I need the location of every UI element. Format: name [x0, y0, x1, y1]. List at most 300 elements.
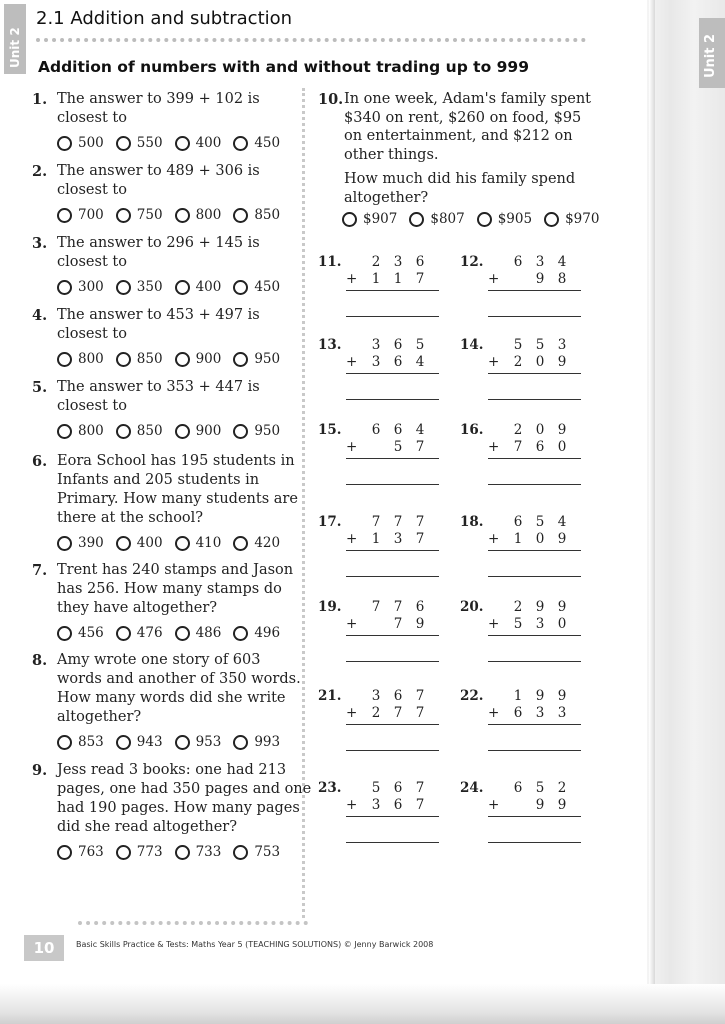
plus-sign: +: [488, 531, 500, 547]
answer-option-label: 850: [136, 351, 163, 367]
plus-sign: +: [346, 797, 358, 813]
radio-bubble-icon[interactable]: [116, 208, 131, 223]
question-text-line: Jess read 3 books: one had 213: [57, 762, 287, 778]
problem-number: 18.: [460, 514, 484, 530]
radio-bubble-icon[interactable]: [233, 735, 248, 750]
answer-option[interactable]: [57, 135, 104, 151]
question-text-line: they have altogether?: [57, 600, 218, 616]
answer-line[interactable]: [346, 316, 439, 317]
answer-option-label: 400: [195, 279, 222, 295]
digit: 3: [371, 337, 381, 353]
answer-option-label: $907: [363, 211, 398, 227]
question-text-line: closest to: [57, 254, 127, 270]
unit-tab-label: Unit 2: [8, 27, 22, 68]
answer-line[interactable]: [346, 576, 439, 577]
radio-bubble-icon[interactable]: [116, 424, 131, 439]
digit: 7: [513, 439, 523, 455]
digit: 5: [513, 337, 523, 353]
radio-bubble-icon[interactable]: [57, 536, 72, 551]
answer-option-label: 450: [254, 135, 281, 151]
digit: 5: [513, 616, 523, 632]
footer-text: Basic Skills Practice & Tests: Maths Year 5 (TEACHING SOLUTIONS) © Jenny Barwick 2008: [76, 940, 434, 949]
answer-option-label: 420: [254, 535, 281, 551]
question-text-line: did she read altogether?: [57, 819, 237, 835]
problem-number: 12.: [460, 254, 484, 270]
question-number: 9.: [32, 762, 48, 779]
digit: 5: [415, 337, 425, 353]
top-number: [346, 599, 425, 617]
problem-number: 17.: [318, 514, 342, 530]
answer-option[interactable]: [116, 207, 163, 223]
answer-option[interactable]: [233, 734, 280, 750]
answer-option[interactable]: [175, 135, 222, 151]
answer-option-label: 853: [78, 734, 104, 750]
radio-bubble-icon[interactable]: [116, 280, 131, 295]
top-number: [346, 422, 425, 440]
radio-bubble-icon[interactable]: [175, 536, 190, 551]
digit: 7: [393, 705, 403, 721]
digit: 9: [557, 797, 567, 813]
radio-bubble-icon[interactable]: [116, 352, 131, 367]
digit: 7: [393, 616, 403, 632]
digit: 0: [535, 422, 545, 438]
problem-number: 24.: [460, 780, 484, 796]
digit: 4: [415, 422, 425, 438]
bottom-number: [346, 705, 425, 723]
addition-problem: [460, 599, 567, 679]
radio-bubble-icon[interactable]: [57, 280, 72, 295]
radio-bubble-icon[interactable]: [233, 536, 248, 551]
answer-option[interactable]: [116, 135, 163, 151]
bottom-number: [488, 531, 567, 549]
top-number: [488, 780, 567, 798]
answer-options: [57, 135, 292, 151]
answer-option-label: 800: [195, 207, 222, 223]
page-title: 2.1 Addition and subtraction: [36, 8, 293, 29]
addition-problem: [318, 254, 425, 334]
question-text-line: closest to: [57, 326, 127, 342]
sum-line: [346, 724, 439, 725]
answer-line[interactable]: [488, 842, 581, 843]
top-number: [346, 514, 425, 532]
answer-option-label: 773: [136, 844, 163, 860]
answer-option[interactable]: [233, 207, 280, 223]
digit: 3: [371, 688, 381, 704]
answer-option[interactable]: [116, 844, 163, 860]
radio-bubble-icon[interactable]: [57, 208, 72, 223]
answer-option-label: 410: [195, 535, 222, 551]
question-text-line: altogether?: [344, 189, 429, 206]
plus-sign: +: [488, 271, 500, 287]
addition-problem: [318, 337, 425, 417]
top-number: [488, 337, 567, 355]
bottom-number: [346, 354, 425, 372]
digit: 0: [557, 616, 567, 632]
page-number: 10: [24, 935, 64, 961]
answer-line[interactable]: [488, 484, 581, 485]
radio-bubble-icon[interactable]: [233, 845, 248, 860]
answer-option[interactable]: [175, 423, 222, 439]
radio-bubble-icon[interactable]: [175, 424, 190, 439]
addition-problem: [460, 514, 567, 594]
answer-line[interactable]: [488, 661, 581, 662]
answer-option[interactable]: [57, 734, 104, 750]
unit-tab: [4, 4, 26, 74]
digit: 6: [535, 439, 545, 455]
answer-options: [342, 211, 611, 227]
problem-number: 11.: [318, 254, 342, 270]
answer-option-label: 900: [195, 351, 222, 367]
sum-line: [488, 635, 581, 636]
answer-option[interactable]: [116, 279, 163, 295]
radio-bubble-icon[interactable]: [175, 735, 190, 750]
answer-option-label: 993: [254, 734, 281, 750]
sum-line: [488, 724, 581, 725]
answer-option-label: 700: [78, 207, 104, 223]
plus-sign: +: [488, 797, 500, 813]
question-text-line: altogether?: [57, 709, 142, 725]
answer-option[interactable]: [116, 351, 163, 367]
digit: 2: [513, 422, 523, 438]
digit: 7: [393, 514, 403, 530]
plus-sign: +: [488, 705, 500, 721]
top-number: [488, 422, 567, 440]
radio-bubble-icon[interactable]: [233, 280, 248, 295]
digit: 6: [393, 688, 403, 704]
question-text-line: Eora School has 195 students in: [57, 453, 295, 469]
radio-bubble-icon[interactable]: [233, 424, 248, 439]
digit: 9: [535, 688, 545, 704]
radio-bubble-icon[interactable]: [544, 212, 559, 227]
question-text-line: on entertainment, and $212 on: [344, 128, 573, 144]
answer-option[interactable]: [233, 844, 280, 860]
question-number: 10.: [318, 91, 344, 108]
page-fold-shadow: [649, 0, 655, 1024]
bottom-number: [488, 354, 567, 372]
digit: 3: [557, 337, 567, 353]
digit: 4: [557, 514, 567, 530]
digit: 7: [371, 514, 381, 530]
problem-number: 13.: [318, 337, 342, 353]
radio-bubble-icon[interactable]: [116, 626, 131, 641]
digit: 6: [513, 254, 523, 270]
answer-option[interactable]: [409, 211, 464, 227]
radio-bubble-icon[interactable]: [233, 352, 248, 367]
answer-options: [57, 207, 292, 223]
bottom-number: [346, 439, 425, 457]
answer-option[interactable]: [175, 207, 222, 223]
answer-option[interactable]: [544, 211, 599, 227]
radio-bubble-icon[interactable]: [175, 352, 190, 367]
question-text-line: How many words did she write: [57, 690, 286, 706]
digit: 5: [535, 780, 545, 796]
digit: 9: [557, 354, 567, 370]
plus-sign: +: [488, 616, 500, 632]
question-number: 1.: [32, 91, 48, 108]
question-text-line: $340 on rent, $260 on food, $95: [344, 109, 582, 126]
question-text-line: closest to: [57, 182, 127, 198]
bottom-number: [346, 616, 425, 634]
problem-number: 20.: [460, 599, 484, 615]
radio-bubble-icon[interactable]: [116, 536, 131, 551]
answer-option[interactable]: [57, 207, 104, 223]
answer-line[interactable]: [346, 661, 439, 662]
answer-option[interactable]: [175, 535, 222, 551]
digit: 3: [393, 531, 403, 547]
answer-option-label: 390: [78, 535, 104, 551]
question-text-line: In one week, Adam's family spent: [344, 91, 592, 107]
answer-option[interactable]: [116, 423, 163, 439]
addition-problem: [460, 780, 567, 860]
answer-option[interactable]: [233, 625, 280, 641]
sum-line: [488, 550, 581, 551]
answer-option[interactable]: [477, 211, 532, 227]
top-number: [488, 254, 567, 272]
digit: 0: [535, 531, 545, 547]
answer-option-label: 550: [136, 135, 163, 151]
answer-option[interactable]: [342, 211, 397, 227]
answer-option-label: 953: [195, 734, 222, 750]
digit: 3: [393, 254, 403, 270]
radio-bubble-icon[interactable]: [233, 626, 248, 641]
sum-line: [488, 816, 581, 817]
question-text-line: other things.: [344, 146, 439, 163]
digit: 2: [513, 599, 523, 615]
top-number: [346, 688, 425, 706]
answer-option-label: 950: [254, 351, 281, 367]
question-text-line: closest to: [57, 110, 127, 126]
answer-option-label: 300: [78, 279, 104, 295]
digit: 6: [393, 354, 403, 370]
radio-bubble-icon[interactable]: [175, 626, 190, 641]
answer-option-label: 350: [136, 279, 163, 295]
answer-option[interactable]: [57, 625, 104, 641]
answer-option[interactable]: [233, 279, 280, 295]
question-text-line: closest to: [57, 398, 127, 414]
digit: 1: [371, 271, 381, 287]
answer-option[interactable]: [233, 423, 280, 439]
question-text-line: words and another of 350 words.: [57, 671, 301, 687]
plus-sign: +: [346, 531, 358, 547]
answer-option[interactable]: [116, 625, 163, 641]
question-text-line: pages, one had 350 pages and one: [57, 781, 312, 797]
digit: 6: [371, 422, 381, 438]
question-text-line: Primary. How many students are: [57, 491, 298, 507]
answer-line[interactable]: [488, 576, 581, 577]
adjacent-page: [647, 0, 725, 1024]
digit: 7: [415, 531, 425, 547]
radio-bubble-icon[interactable]: [57, 735, 72, 750]
radio-bubble-icon[interactable]: [57, 352, 72, 367]
digit: 7: [415, 688, 425, 704]
footer-dotted-divider: [78, 921, 308, 925]
digit: 2: [371, 254, 381, 270]
bottom-number: [488, 797, 567, 815]
digit: 2: [557, 780, 567, 796]
sum-line: [488, 373, 581, 374]
answer-option-label: 850: [136, 423, 163, 439]
question-number: 3.: [32, 235, 48, 252]
addition-problem: [460, 422, 567, 502]
answer-option-label: 486: [195, 625, 222, 641]
radio-bubble-icon[interactable]: [342, 212, 357, 227]
answer-options: [57, 279, 292, 295]
answer-line[interactable]: [488, 750, 581, 751]
answer-option[interactable]: [57, 351, 104, 367]
digit: 6: [415, 254, 425, 270]
answer-line[interactable]: [488, 399, 581, 400]
question-text-line: The answer to 399 + 102 is: [57, 91, 260, 107]
answer-option-label: $905: [497, 211, 533, 227]
answer-option-label: 500: [78, 135, 104, 151]
right-unit-tab: [699, 18, 725, 88]
plus-sign: +: [346, 354, 358, 370]
answer-option-label: 450: [254, 279, 281, 295]
question-text-line: The answer to 296 + 145 is: [57, 235, 260, 251]
radio-bubble-icon[interactable]: [57, 424, 72, 439]
question-text-line: How much did his family spend: [344, 171, 576, 187]
digit: 9: [557, 422, 567, 438]
digit: 9: [415, 616, 425, 632]
problem-number: 23.: [318, 780, 342, 796]
problem-number: 14.: [460, 337, 484, 353]
plus-sign: +: [346, 271, 358, 287]
answer-line[interactable]: [488, 316, 581, 317]
bottom-number: [488, 616, 567, 634]
answer-line[interactable]: [346, 399, 439, 400]
sum-line: [346, 458, 439, 459]
addition-problem: [460, 688, 567, 768]
answer-option[interactable]: [175, 625, 222, 641]
page-subtitle: Addition of numbers with and without trading up to 999: [38, 58, 529, 76]
digit: 6: [393, 797, 403, 813]
radio-bubble-icon[interactable]: [57, 626, 72, 641]
radio-bubble-icon[interactable]: [116, 136, 131, 151]
addition-problem: [318, 780, 425, 860]
digit: 9: [557, 688, 567, 704]
answer-options: [57, 734, 292, 750]
answer-options: [57, 844, 292, 860]
answer-option-label: 850: [254, 207, 281, 223]
answer-option-label: 733: [195, 844, 222, 860]
sum-line: [346, 373, 439, 374]
digit: 1: [371, 531, 381, 547]
question-text-line: Amy wrote one story of 603: [57, 652, 261, 668]
digit: 9: [557, 531, 567, 547]
question-number: 4.: [32, 307, 48, 324]
answer-line[interactable]: [346, 842, 439, 843]
radio-bubble-icon[interactable]: [233, 208, 248, 223]
radio-bubble-icon[interactable]: [409, 212, 424, 227]
bottom-number: [346, 797, 425, 815]
digit: 6: [415, 599, 425, 615]
radio-bubble-icon[interactable]: [175, 136, 190, 151]
answer-option[interactable]: [116, 734, 163, 750]
radio-bubble-icon[interactable]: [116, 735, 131, 750]
question-number: 5.: [32, 379, 48, 396]
answer-line[interactable]: [346, 484, 439, 485]
digit: 3: [535, 254, 545, 270]
answer-option[interactable]: [57, 844, 104, 860]
answer-option[interactable]: [57, 423, 104, 439]
addition-problem: [318, 422, 425, 502]
problem-number: 19.: [318, 599, 342, 615]
radio-bubble-icon[interactable]: [233, 136, 248, 151]
digit: 2: [371, 705, 381, 721]
problem-number: 16.: [460, 422, 484, 438]
digit: 5: [535, 337, 545, 353]
question-text-line: The answer to 453 + 497 is: [57, 307, 260, 323]
radio-bubble-icon[interactable]: [477, 212, 492, 227]
answer-option[interactable]: [175, 351, 222, 367]
top-number: [488, 514, 567, 532]
top-number: [488, 599, 567, 617]
radio-bubble-icon[interactable]: [116, 845, 131, 860]
answer-options: [57, 423, 292, 439]
answer-options: [57, 351, 292, 367]
question-text-line: there at the school?: [57, 510, 204, 526]
answer-option[interactable]: [57, 279, 104, 295]
answer-option-label: 476: [136, 625, 163, 641]
plus-sign: +: [346, 616, 358, 632]
digit: 5: [535, 514, 545, 530]
digit: 7: [393, 599, 403, 615]
answer-option-label: 400: [195, 135, 222, 151]
digit: 8: [557, 271, 567, 287]
radio-bubble-icon[interactable]: [175, 280, 190, 295]
sum-line: [488, 458, 581, 459]
top-number: [346, 337, 425, 355]
digit: 6: [393, 780, 403, 796]
answer-option-label: $970: [565, 211, 600, 227]
digit: 7: [415, 514, 425, 530]
bottom-number: [488, 705, 567, 723]
digit: 0: [535, 354, 545, 370]
digit: 3: [371, 797, 381, 813]
radio-bubble-icon[interactable]: [57, 845, 72, 860]
answer-line[interactable]: [346, 750, 439, 751]
top-number: [346, 254, 425, 272]
answer-option[interactable]: [116, 535, 163, 551]
radio-bubble-icon[interactable]: [175, 845, 190, 860]
digit: 7: [415, 797, 425, 813]
answer-option[interactable]: [233, 535, 280, 551]
answer-option[interactable]: [175, 734, 222, 750]
digit: 6: [513, 705, 523, 721]
answer-option[interactable]: [175, 279, 222, 295]
answer-option[interactable]: [57, 535, 104, 551]
question-number: 7.: [32, 562, 48, 579]
addition-problem: [318, 514, 425, 594]
answer-option-label: 763: [78, 844, 104, 860]
digit: 7: [371, 599, 381, 615]
answer-option-label: 456: [78, 625, 104, 641]
radio-bubble-icon[interactable]: [57, 136, 72, 151]
digit: 3: [535, 616, 545, 632]
answer-option[interactable]: [175, 844, 222, 860]
question-text-line: Infants and 205 students in: [57, 472, 260, 488]
digit: 9: [535, 797, 545, 813]
answer-option-label: 496: [254, 625, 281, 641]
plus-sign: +: [488, 354, 500, 370]
answer-option[interactable]: [233, 135, 280, 151]
answer-option-label: 750: [136, 207, 163, 223]
digit: 3: [557, 705, 567, 721]
answer-option[interactable]: [233, 351, 280, 367]
plus-sign: +: [346, 439, 358, 455]
top-number: [346, 780, 425, 798]
radio-bubble-icon[interactable]: [175, 208, 190, 223]
